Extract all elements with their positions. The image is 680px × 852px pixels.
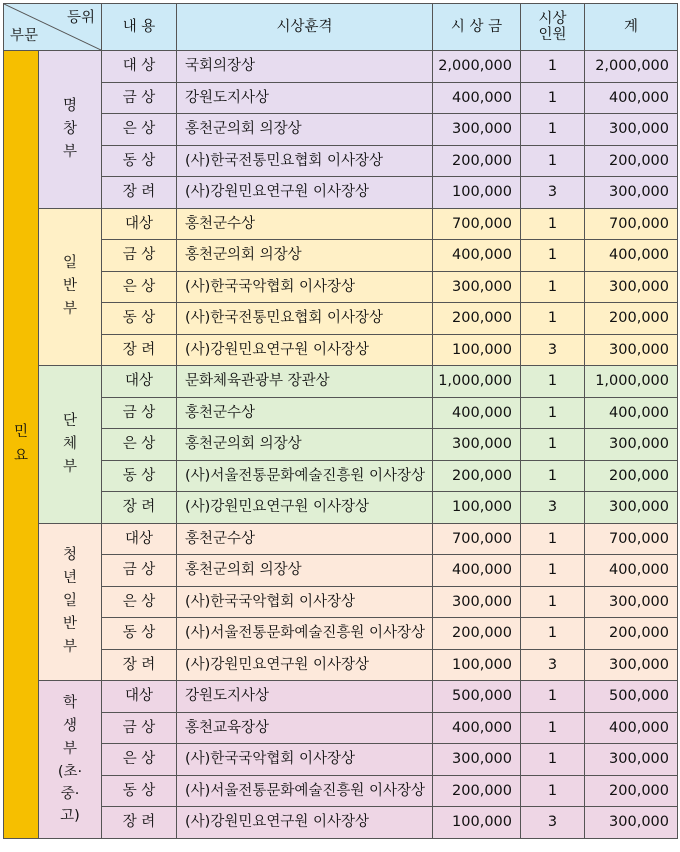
header-count: 시상 인원 [521,4,585,51]
total-cell: 400,000 [585,397,678,429]
award-cell: (사)서울전통문화예술진흥원 이사장상 [177,618,433,650]
table-row [4,145,678,177]
total-cell: 1,000,000 [585,366,678,398]
total-cell: 200,000 [585,303,678,335]
count-cell: 1 [521,523,585,555]
total-cell: 300,000 [585,334,678,366]
table-row [4,271,678,303]
rank-cell: 은 상 [102,744,177,776]
total-cell: 300,000 [585,807,678,839]
rank-cell: 동 상 [102,775,177,807]
prize-cell: 400,000 [433,82,521,114]
count-cell: 1 [521,271,585,303]
total-cell: 300,000 [585,649,678,681]
rank-cell: 장 려 [102,649,177,681]
award-cell: 홍천군수상 [177,397,433,429]
table-row [4,51,678,83]
rank-cell: 은 상 [102,271,177,303]
rank-cell: 금 상 [102,240,177,272]
award-cell: 국회의장상 [177,51,433,83]
rank-cell: 대상 [102,681,177,713]
table-row [4,429,678,461]
header-award: 시상훈격 [177,4,433,51]
prize-cell: 300,000 [433,114,521,146]
rank-cell: 금 상 [102,712,177,744]
total-cell: 300,000 [585,586,678,618]
header-division-label: 부문 [10,28,39,44]
total-cell: 2,000,000 [585,51,678,83]
award-cell: 강원도지사상 [177,82,433,114]
rank-cell: 장 려 [102,492,177,524]
table-row [4,177,678,209]
award-cell: (사)서울전통문화예술진흥원 이사장상 [177,460,433,492]
table-row [4,712,678,744]
award-cell: 문화체육관광부 장관상 [177,366,433,398]
prize-cell: 700,000 [433,523,521,555]
count-cell: 1 [521,303,585,335]
prize-cell: 2,000,000 [433,51,521,83]
total-cell: 300,000 [585,271,678,303]
rank-cell: 은 상 [102,114,177,146]
total-cell: 400,000 [585,240,678,272]
total-cell: 400,000 [585,712,678,744]
total-cell: 400,000 [585,555,678,587]
table-row [4,334,678,366]
prize-cell: 200,000 [433,618,521,650]
count-cell: 1 [521,460,585,492]
header-content: 내 용 [102,4,177,51]
group-name: 청년일반부 [62,547,77,656]
count-cell: 3 [521,177,585,209]
header-total: 계 [585,4,678,51]
group-name: 단체부 [62,412,77,475]
total-cell: 300,000 [585,429,678,461]
table-row [4,303,678,335]
total-cell: 500,000 [585,681,678,713]
group-cell [39,366,102,524]
total-cell: 200,000 [585,460,678,492]
rank-cell: 금 상 [102,555,177,587]
total-cell: 200,000 [585,775,678,807]
prize-cell: 100,000 [433,177,521,209]
count-cell: 3 [521,492,585,524]
award-cell: 홍천군의회 의장상 [177,240,433,272]
rank-cell: 은 상 [102,429,177,461]
award-cell: 홍천교육장상 [177,712,433,744]
count-cell: 1 [521,429,585,461]
award-cell: (사)강원민요연구원 이사장상 [177,649,433,681]
table-row [4,240,678,272]
prize-cell: 400,000 [433,712,521,744]
table-row [4,649,678,681]
table-row [4,397,678,429]
award-cell: 홍천군수상 [177,208,433,240]
prize-cell: 200,000 [433,303,521,335]
header-prize: 시 상 금 [433,4,521,51]
table-row [4,555,678,587]
count-cell: 1 [521,51,585,83]
rank-cell: 동 상 [102,618,177,650]
table-row [4,807,678,839]
award-table [3,3,678,839]
prize-cell: 400,000 [433,240,521,272]
award-cell: 홍천군의회 의장상 [177,429,433,461]
group-name: 명창부 [62,97,77,160]
category-label: 민요 [13,424,28,465]
header-corner [4,4,102,51]
table-row [4,744,678,776]
table-row [4,460,678,492]
table-row [4,775,678,807]
total-cell: 700,000 [585,208,678,240]
total-cell: 700,000 [585,523,678,555]
award-cell: (사)강원민요연구원 이사장상 [177,334,433,366]
table-body [4,51,678,839]
rank-cell: 금 상 [102,82,177,114]
header-rank-label: 등위 [66,10,95,26]
count-cell: 1 [521,114,585,146]
rank-cell: 은 상 [102,586,177,618]
count-cell: 1 [521,397,585,429]
count-cell: 1 [521,775,585,807]
count-cell: 1 [521,618,585,650]
prize-cell: 200,000 [433,145,521,177]
prize-cell: 300,000 [433,586,521,618]
group-name: 일반부 [62,255,77,318]
header-row [4,4,678,51]
table-row [4,208,678,240]
prize-cell: 500,000 [433,681,521,713]
group-name: 학생부 [62,694,77,757]
rank-cell: 장 려 [102,177,177,209]
award-cell: 홍천군의회 의장상 [177,114,433,146]
prize-cell: 700,000 [433,208,521,240]
rank-cell: 대 상 [102,51,177,83]
count-cell: 3 [521,334,585,366]
table-row [4,681,678,713]
rank-cell: 장 려 [102,334,177,366]
award-cell: (사)한국국악협회 이사장상 [177,586,433,618]
prize-cell: 300,000 [433,744,521,776]
award-cell: (사)한국국악협회 이사장상 [177,744,433,776]
total-cell: 300,000 [585,744,678,776]
count-cell: 1 [521,208,585,240]
prize-cell: 400,000 [433,555,521,587]
count-cell: 1 [521,366,585,398]
group-cell [39,681,102,839]
count-cell: 3 [521,807,585,839]
total-cell: 200,000 [585,618,678,650]
table-row [4,492,678,524]
prize-cell: 400,000 [433,397,521,429]
group-cell [39,208,102,366]
award-cell: 홍천군의회 의장상 [177,555,433,587]
total-cell: 300,000 [585,177,678,209]
rank-cell: 장 려 [102,807,177,839]
count-cell: 1 [521,586,585,618]
award-cell: (사)강원민요연구원 이사장상 [177,177,433,209]
prize-cell: 300,000 [433,429,521,461]
prize-cell: 100,000 [433,492,521,524]
prize-cell: 1,000,000 [433,366,521,398]
group-subname: (초·중·고) [57,763,83,824]
award-cell: (사)한국전통민요협회 이사장상 [177,303,433,335]
rank-cell: 동 상 [102,303,177,335]
award-cell: (사)강원민요연구원 이사장상 [177,492,433,524]
rank-cell: 동 상 [102,145,177,177]
count-cell: 1 [521,240,585,272]
table-row [4,586,678,618]
total-cell: 300,000 [585,492,678,524]
prize-cell: 100,000 [433,334,521,366]
prize-cell: 200,000 [433,775,521,807]
total-cell: 200,000 [585,145,678,177]
award-cell: 홍천군수상 [177,523,433,555]
count-cell: 1 [521,681,585,713]
table-row [4,523,678,555]
table-row [4,366,678,398]
prize-cell: 100,000 [433,807,521,839]
rank-cell: 대상 [102,208,177,240]
prize-cell: 200,000 [433,460,521,492]
rank-cell: 대상 [102,366,177,398]
rank-cell: 동 상 [102,460,177,492]
count-cell: 1 [521,712,585,744]
count-cell: 1 [521,82,585,114]
table-row [4,82,678,114]
count-cell: 1 [521,555,585,587]
total-cell: 300,000 [585,114,678,146]
rank-cell: 대상 [102,523,177,555]
table-row [4,618,678,650]
count-cell: 1 [521,145,585,177]
count-cell: 3 [521,649,585,681]
category-cell [4,51,39,839]
award-cell: (사)강원민요연구원 이사장상 [177,807,433,839]
award-cell: (사)서울전통문화예술진흥원 이사장상 [177,775,433,807]
table-row [4,114,678,146]
award-cell: (사)한국국악협회 이사장상 [177,271,433,303]
rank-cell: 금 상 [102,397,177,429]
total-cell: 400,000 [585,82,678,114]
prize-cell: 300,000 [433,271,521,303]
prize-cell: 100,000 [433,649,521,681]
award-cell: (사)한국전통민요협회 이사장상 [177,145,433,177]
award-cell: 강원도지사상 [177,681,433,713]
group-cell [39,523,102,681]
count-cell: 1 [521,744,585,776]
group-cell [39,51,102,209]
